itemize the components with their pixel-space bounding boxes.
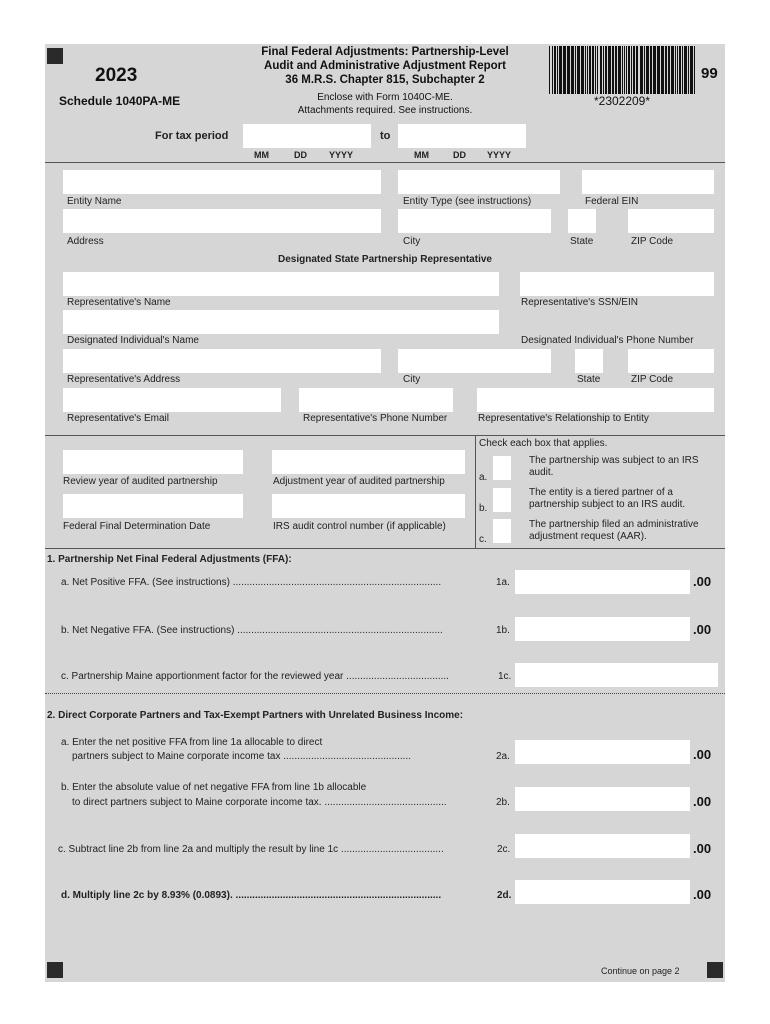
barcode-bar bbox=[679, 46, 681, 94]
line-2d-label: d. Multiply line 2c by 8.93% (0.0893). .......................................................................... bbox=[61, 890, 442, 901]
barcode-bar bbox=[626, 46, 627, 94]
line-2b-number: 2b. bbox=[496, 797, 510, 808]
barcode-bar bbox=[668, 46, 670, 94]
registration-mark bbox=[47, 48, 63, 64]
rep-zip-label: ZIP Code bbox=[631, 374, 674, 385]
line-1c-field[interactable] bbox=[515, 663, 718, 687]
barcode-bar bbox=[592, 46, 594, 94]
line-2c-label: c. Subtract line 2b from line 2a and multiply the result by line 1c ..................................... bbox=[58, 844, 444, 855]
line-2b-cents: .00 bbox=[693, 794, 712, 809]
form-title: Final Federal Adjustments: Partnership-Level Audit and Administrative Adjustment Report 36 M.R.S. Chapter 815, Subchapter 2 bbox=[261, 46, 509, 86]
continue-note: Continue on page 2 bbox=[601, 966, 680, 976]
barcode-bar bbox=[628, 46, 630, 94]
line-2d-cents: .00 bbox=[693, 887, 712, 902]
barcode-bar bbox=[559, 46, 562, 94]
state-label: State bbox=[570, 236, 594, 247]
designated-individual-label: Designated Individual's Name bbox=[67, 335, 199, 346]
line-1b-number: 1b. bbox=[496, 625, 510, 636]
line-2a-number: 2a. bbox=[496, 751, 510, 762]
line-1a-field[interactable] bbox=[515, 570, 690, 594]
line-1c-number: 1c. bbox=[498, 671, 512, 682]
barcode-bar bbox=[646, 46, 649, 94]
line-1b-field[interactable] bbox=[515, 617, 690, 641]
rep-phone-field[interactable] bbox=[299, 388, 453, 412]
yyyy-label: YYYY bbox=[329, 150, 354, 160]
checkbox-aar[interactable] bbox=[493, 519, 511, 543]
zip-label: ZIP Code bbox=[631, 236, 674, 247]
check-text-c: The partnership filed an administrative adjustment request (AAR). bbox=[529, 519, 699, 542]
form-page bbox=[45, 44, 725, 982]
entity-name-label: Entity Name bbox=[67, 196, 122, 207]
barcode-bar bbox=[585, 46, 586, 94]
check-letter-a: a. bbox=[479, 472, 488, 483]
tax-period-start-field[interactable] bbox=[243, 124, 371, 148]
rep-ssn-field[interactable] bbox=[520, 272, 714, 296]
irs-control-number-label: IRS audit control number (if applicable) bbox=[273, 521, 446, 532]
rep-relationship-field[interactable] bbox=[477, 388, 714, 412]
entity-type-field[interactable] bbox=[398, 170, 560, 194]
barcode-bar bbox=[675, 46, 676, 94]
tax-year: 2023 bbox=[95, 65, 138, 86]
check-heading: Check each box that applies. bbox=[479, 438, 608, 449]
tax-period-to: to bbox=[380, 130, 391, 142]
entity-state-field[interactable] bbox=[568, 209, 596, 233]
line-2c-number: 2c. bbox=[497, 844, 511, 855]
mm-label: MM bbox=[254, 150, 269, 160]
line-1a-number: 1a. bbox=[496, 577, 510, 588]
barcode-bar bbox=[690, 46, 693, 94]
line-2d-field[interactable] bbox=[515, 880, 690, 904]
registration-mark bbox=[707, 962, 723, 978]
rep-state-field[interactable] bbox=[575, 349, 603, 373]
designated-individual-field[interactable] bbox=[63, 310, 499, 334]
entity-name-field[interactable] bbox=[63, 170, 381, 194]
schedule-name: Schedule 1040PA-ME bbox=[59, 94, 181, 108]
vertical-divider bbox=[475, 435, 476, 548]
entity-zip-field[interactable] bbox=[628, 209, 714, 233]
line-1a-label: a. Net Positive FFA. (See instructions) ........................................................................... bbox=[61, 577, 442, 588]
barcode-bar bbox=[640, 46, 643, 94]
rep-phone-label: Representative's Phone Number bbox=[303, 413, 448, 424]
barcode-bar bbox=[624, 46, 625, 94]
line-2b-label-2: to direct partners subject to Maine corporate income tax. ............................................ bbox=[72, 797, 447, 808]
barcode-bar bbox=[618, 46, 621, 94]
rep-email-label: Representative's Email bbox=[67, 413, 169, 424]
federal-ein-field[interactable] bbox=[582, 170, 714, 194]
barcode-bar bbox=[567, 46, 570, 94]
check-letter-c: c. bbox=[479, 534, 487, 545]
dotted-divider bbox=[45, 693, 725, 694]
line-2a-cents: .00 bbox=[693, 747, 712, 762]
attachments-note: Attachments required. See instructions. bbox=[297, 105, 473, 116]
barcode-bar bbox=[657, 46, 660, 94]
rep-name-label: Representative's Name bbox=[67, 297, 171, 308]
barcode-bar bbox=[581, 46, 584, 94]
irs-control-number-field[interactable] bbox=[272, 494, 465, 518]
line-2c-cents: .00 bbox=[693, 841, 712, 856]
check-text-b: The entity is a tiered partner of a partnership subject to an IRS audit. bbox=[529, 487, 686, 510]
entity-address-field[interactable] bbox=[63, 209, 381, 233]
divider bbox=[45, 548, 725, 549]
barcode-bar bbox=[671, 46, 674, 94]
barcode-bar bbox=[549, 46, 550, 94]
line-1b-cents: .00 bbox=[693, 622, 712, 637]
check-text-a: The partnership was subject to an IRS audit. bbox=[529, 455, 699, 478]
checkbox-irs-audit[interactable] bbox=[493, 456, 511, 480]
barcode-bar bbox=[554, 46, 556, 94]
fdd-field[interactable] bbox=[63, 494, 243, 518]
rep-heading: Designated State Partnership Representative bbox=[278, 254, 492, 265]
barcode-bar bbox=[597, 46, 598, 94]
line-2a-label-2: partners subject to Maine corporate income tax .............................................. bbox=[72, 751, 412, 762]
barcode-number: *2302209* bbox=[593, 94, 651, 108]
line-2d-number: 2d. bbox=[497, 890, 512, 901]
checkbox-tiered-partner[interactable] bbox=[493, 488, 511, 512]
rep-email-field[interactable] bbox=[63, 388, 281, 412]
section2-heading: 2. Direct Corporate Partners and Tax-Exempt Partners with Unrelated Business Income: bbox=[47, 710, 464, 721]
barcode-bar bbox=[682, 46, 683, 94]
line-2a-field[interactable] bbox=[515, 740, 690, 764]
barcode-bar bbox=[636, 46, 638, 94]
tax-period-label: For tax period bbox=[155, 130, 229, 142]
barcode-bar bbox=[612, 46, 614, 94]
divider bbox=[45, 435, 725, 436]
federal-ein-label: Federal EIN bbox=[585, 196, 639, 207]
barcode-bar bbox=[605, 46, 607, 94]
barcode-bar bbox=[595, 46, 596, 94]
address-label: Address bbox=[67, 236, 104, 247]
line-1a-cents: .00 bbox=[693, 574, 712, 589]
line-2a-label-1: a. Enter the net positive FFA from line 1a allocable to direct bbox=[61, 737, 323, 748]
barcode-image bbox=[549, 46, 695, 94]
barcode-bar bbox=[563, 46, 566, 94]
line-1b-label: b. Net Negative FFA. (See instructions) .......................................................................... bbox=[61, 625, 443, 636]
rep-city-field[interactable] bbox=[398, 349, 551, 373]
dd-label: DD bbox=[453, 150, 466, 160]
rep-state-label: State bbox=[577, 374, 601, 385]
review-year-field[interactable] bbox=[63, 450, 243, 474]
yyyy-label: YYYY bbox=[487, 150, 512, 160]
barcode-bar bbox=[552, 46, 553, 94]
rep-zip-field[interactable] bbox=[628, 349, 714, 373]
check-letter-b: b. bbox=[479, 503, 488, 514]
barcode-bar bbox=[650, 46, 652, 94]
rep-address-field[interactable] bbox=[63, 349, 381, 373]
rep-ssn-label: Representative's SSN/EIN bbox=[521, 297, 638, 308]
adjustment-year-label: Adjustment year of audited partnership bbox=[273, 476, 445, 487]
barcode-bar bbox=[577, 46, 580, 94]
barcode-bar bbox=[665, 46, 667, 94]
barcode-bar bbox=[622, 46, 623, 94]
registration-mark bbox=[47, 962, 63, 978]
barcode-bar bbox=[557, 46, 558, 94]
barcode-bar bbox=[688, 46, 689, 94]
section1-heading: 1. Partnership Net Final Federal Adjustments (FFA): bbox=[47, 554, 292, 565]
barcode-bar bbox=[575, 46, 576, 94]
barcode-bar bbox=[684, 46, 687, 94]
line-2c-field[interactable] bbox=[515, 834, 690, 858]
form-code: 99 bbox=[701, 65, 718, 82]
barcode-bar bbox=[661, 46, 664, 94]
rep-relationship-label: Representative's Relationship to Entity bbox=[478, 413, 649, 424]
barcode-bar bbox=[644, 46, 645, 94]
line-2b-label-1: b. Enter the absolute value of net negative FFA from line 1b allocable bbox=[61, 782, 367, 793]
rep-address-label: Representative's Address bbox=[67, 374, 181, 385]
tax-period-end-field[interactable] bbox=[398, 124, 526, 148]
adjustment-year-field[interactable] bbox=[272, 450, 465, 474]
entity-type-label: Entity Type (see instructions) bbox=[403, 196, 532, 207]
line-2b-field[interactable] bbox=[515, 787, 690, 811]
barcode-bar bbox=[653, 46, 656, 94]
rep-city-label: City bbox=[403, 374, 421, 385]
line-1c-label: c. Partnership Maine apportionment factor for the reviewed year ..................................... bbox=[61, 671, 449, 682]
barcode-bar bbox=[677, 46, 678, 94]
rep-name-field[interactable] bbox=[63, 272, 499, 296]
enclose-note: Enclose with Form 1040C-ME. bbox=[317, 92, 453, 103]
barcode-bar bbox=[633, 46, 635, 94]
review-year-label: Review year of audited partnership bbox=[63, 476, 218, 487]
fdd-label: Federal Final Determination Date bbox=[63, 521, 211, 532]
barcode-bar bbox=[608, 46, 611, 94]
barcode-bar bbox=[694, 46, 695, 94]
barcode-bar bbox=[589, 46, 591, 94]
barcode-bar bbox=[600, 46, 602, 94]
barcode-bar bbox=[571, 46, 574, 94]
city-label: City bbox=[403, 236, 421, 247]
entity-city-field[interactable] bbox=[398, 209, 551, 233]
mm-label: MM bbox=[414, 150, 429, 160]
barcode-bar bbox=[631, 46, 632, 94]
barcode-bar bbox=[587, 46, 588, 94]
divider bbox=[45, 162, 725, 163]
individual-phone-label: Designated Individual's Phone Number bbox=[521, 335, 694, 346]
barcode-bar bbox=[603, 46, 604, 94]
dd-label: DD bbox=[294, 150, 307, 160]
barcode-bar bbox=[615, 46, 617, 94]
